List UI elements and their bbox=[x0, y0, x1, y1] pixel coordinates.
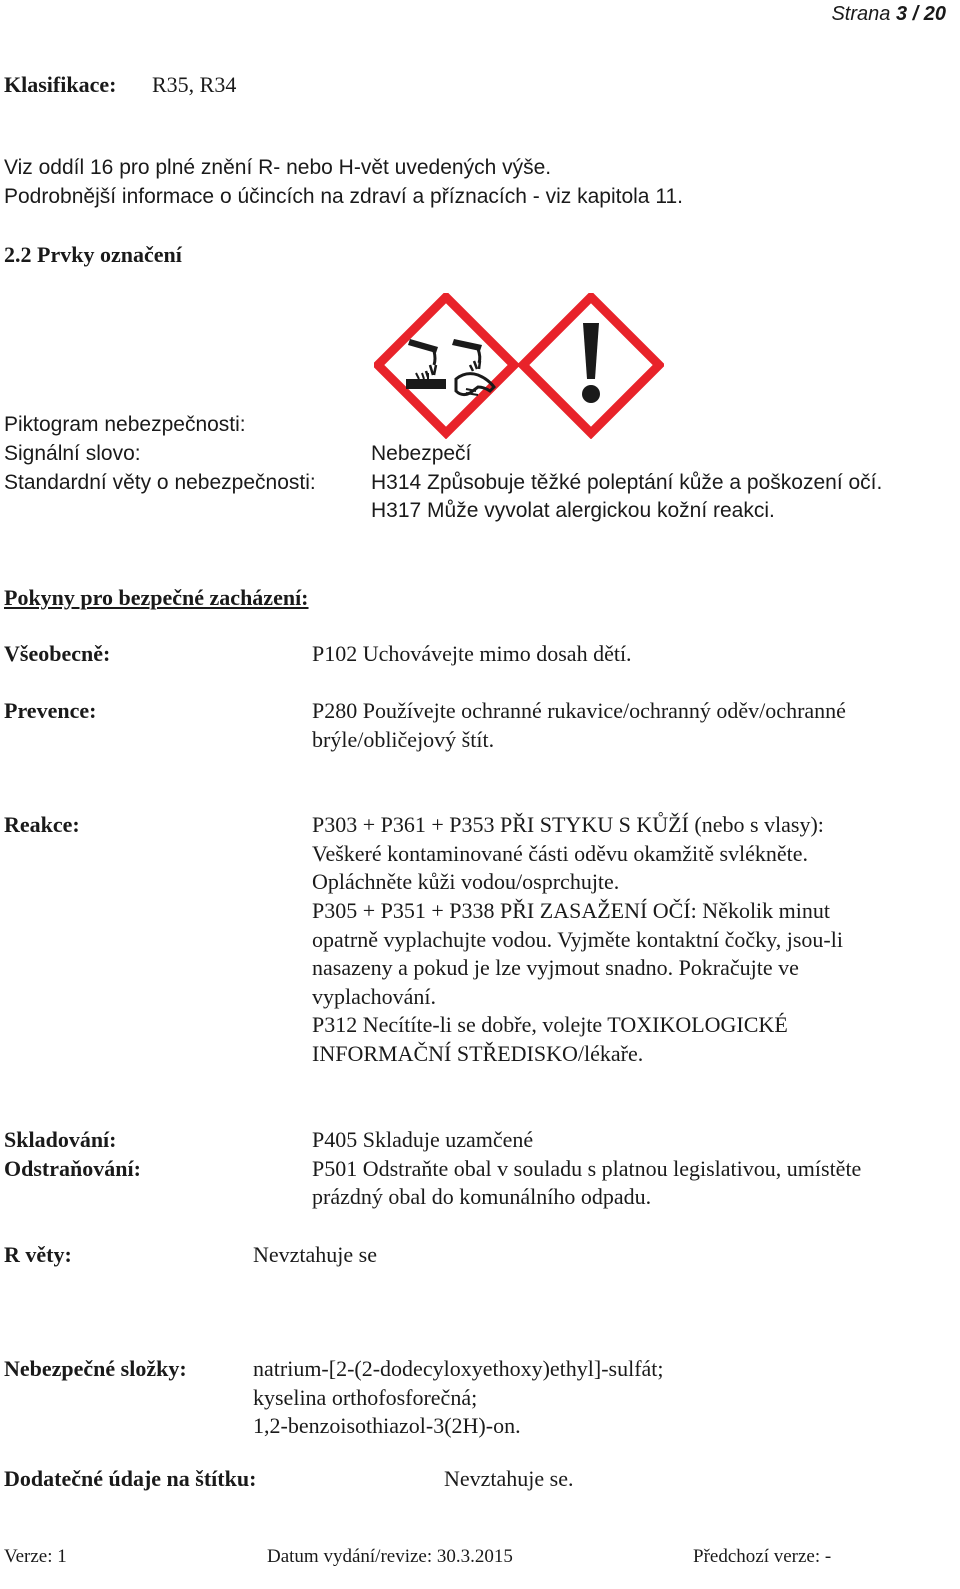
prevention-line: P280 Používejte ochranné rukavice/ochranný oděv/ochranné bbox=[312, 698, 846, 723]
response-line: INFORMAČNÍ STŘEDISKO/lékaře. bbox=[312, 1041, 644, 1066]
section-title: 2.2 Prvky označení bbox=[4, 242, 182, 267]
r-phrases-label: R věty: bbox=[4, 1242, 72, 1267]
hazardous-component: kyselina orthofosforečná; bbox=[253, 1385, 478, 1410]
page-total: 20 bbox=[923, 3, 946, 25]
hazardous-component: 1,2-benzoisothiazol-3(2H)-on. bbox=[253, 1413, 521, 1438]
exclamation-mark-icon bbox=[523, 297, 659, 433]
hazardous-components-label: Nebezpečné složky: bbox=[4, 1356, 187, 1381]
response-line: P312 Necítíte-li se dobře, volejte TOXIKOLOGICKÉ bbox=[312, 1012, 788, 1037]
additional-info-label: Dodatečné údaje na štítku: bbox=[4, 1466, 257, 1491]
response-line: P305 + P351 + P338 PŘI ZASAŽENÍ OČÍ: Několik minut bbox=[312, 898, 831, 923]
ghs-pictograms bbox=[374, 293, 664, 439]
response-line: nasazeny a pokud je lze vyjmout snadno. Pokračujte ve bbox=[312, 955, 799, 980]
storage-text: P405 Skladuje uzamčené bbox=[312, 1127, 534, 1152]
general-text: P102 Uchovávejte mimo dosah dětí. bbox=[312, 641, 632, 666]
corrosion-icon bbox=[378, 297, 514, 433]
note-line-1: Viz oddíl 16 pro plné znění R- nebo H-vět uvedených výše. bbox=[4, 156, 552, 179]
note-line-2: Podrobnější informace o účincích na zdraví a příznacích - viz kapitola 11. bbox=[4, 185, 683, 208]
ghs-pictogram-svg bbox=[374, 293, 664, 439]
response-line: opatrně vyplachujte vodou. Vyjměte kontaktní čočky, jsou-li bbox=[312, 927, 843, 952]
page-prefix: Strana bbox=[831, 3, 896, 25]
hazard-statements-label: Standardní věty o nebezpečnosti: bbox=[4, 471, 316, 494]
prevention-label: Prevence: bbox=[4, 698, 97, 723]
additional-info-value: Nevztahuje se. bbox=[444, 1466, 574, 1491]
signal-word-label: Signální slovo: bbox=[4, 442, 141, 465]
storage-label: Skladování: bbox=[4, 1127, 117, 1152]
disposal-line: prázdný obal do komunálního odpadu. bbox=[312, 1184, 652, 1209]
hazard-statement-h314: H314 Způsobuje těžké poleptání kůže a poškození očí. bbox=[371, 471, 883, 494]
footer-previous-version: Předchozí verze: - bbox=[693, 1546, 832, 1567]
disposal-line: P501 Odstraňte obal v souladu s platnou legislativou, umístěte bbox=[312, 1156, 862, 1181]
page-number bbox=[831, 0, 946, 29]
r-phrases-value: Nevztahuje se bbox=[253, 1242, 377, 1267]
response-line: P303 + P361 + P353 PŘI STYKU S KŮŽÍ (nebo s vlasy): bbox=[312, 812, 824, 837]
precautions-title: Pokyny pro bezpečné zacházení: bbox=[4, 585, 309, 610]
response-line: vyplachování. bbox=[312, 984, 437, 1009]
hazard-statement-h317: H317 Může vyvolat alergickou kožní reakci. bbox=[371, 499, 775, 522]
disposal-label: Odstraňování: bbox=[4, 1156, 141, 1181]
response-line: Veškeré kontaminované části oděvu okamžitě svlékněte. bbox=[312, 841, 809, 866]
page-separator: / bbox=[907, 3, 924, 25]
footer-issue-date: Datum vydání/revize: 30.3.2015 bbox=[267, 1546, 513, 1567]
classification-label: Klasifikace: bbox=[4, 72, 117, 97]
prevention-line: brýle/obličejový štít. bbox=[312, 727, 495, 752]
pictogram-label: Piktogram nebezpečnosti: bbox=[4, 413, 246, 436]
page-current: 3 bbox=[895, 3, 908, 25]
response-label: Reakce: bbox=[4, 812, 80, 837]
response-line: Opláchněte kůži vodou/osprchujte. bbox=[312, 869, 620, 894]
signal-word: Nebezpečí bbox=[371, 442, 472, 465]
general-label: Všeobecně: bbox=[4, 641, 111, 666]
classification-value: R35, R34 bbox=[152, 72, 237, 97]
hazardous-component: natrium-[2-(2-dodecyloxyethoxy)ethyl]-sulfát; bbox=[253, 1356, 664, 1381]
footer-version: Verze: 1 bbox=[4, 1546, 67, 1567]
